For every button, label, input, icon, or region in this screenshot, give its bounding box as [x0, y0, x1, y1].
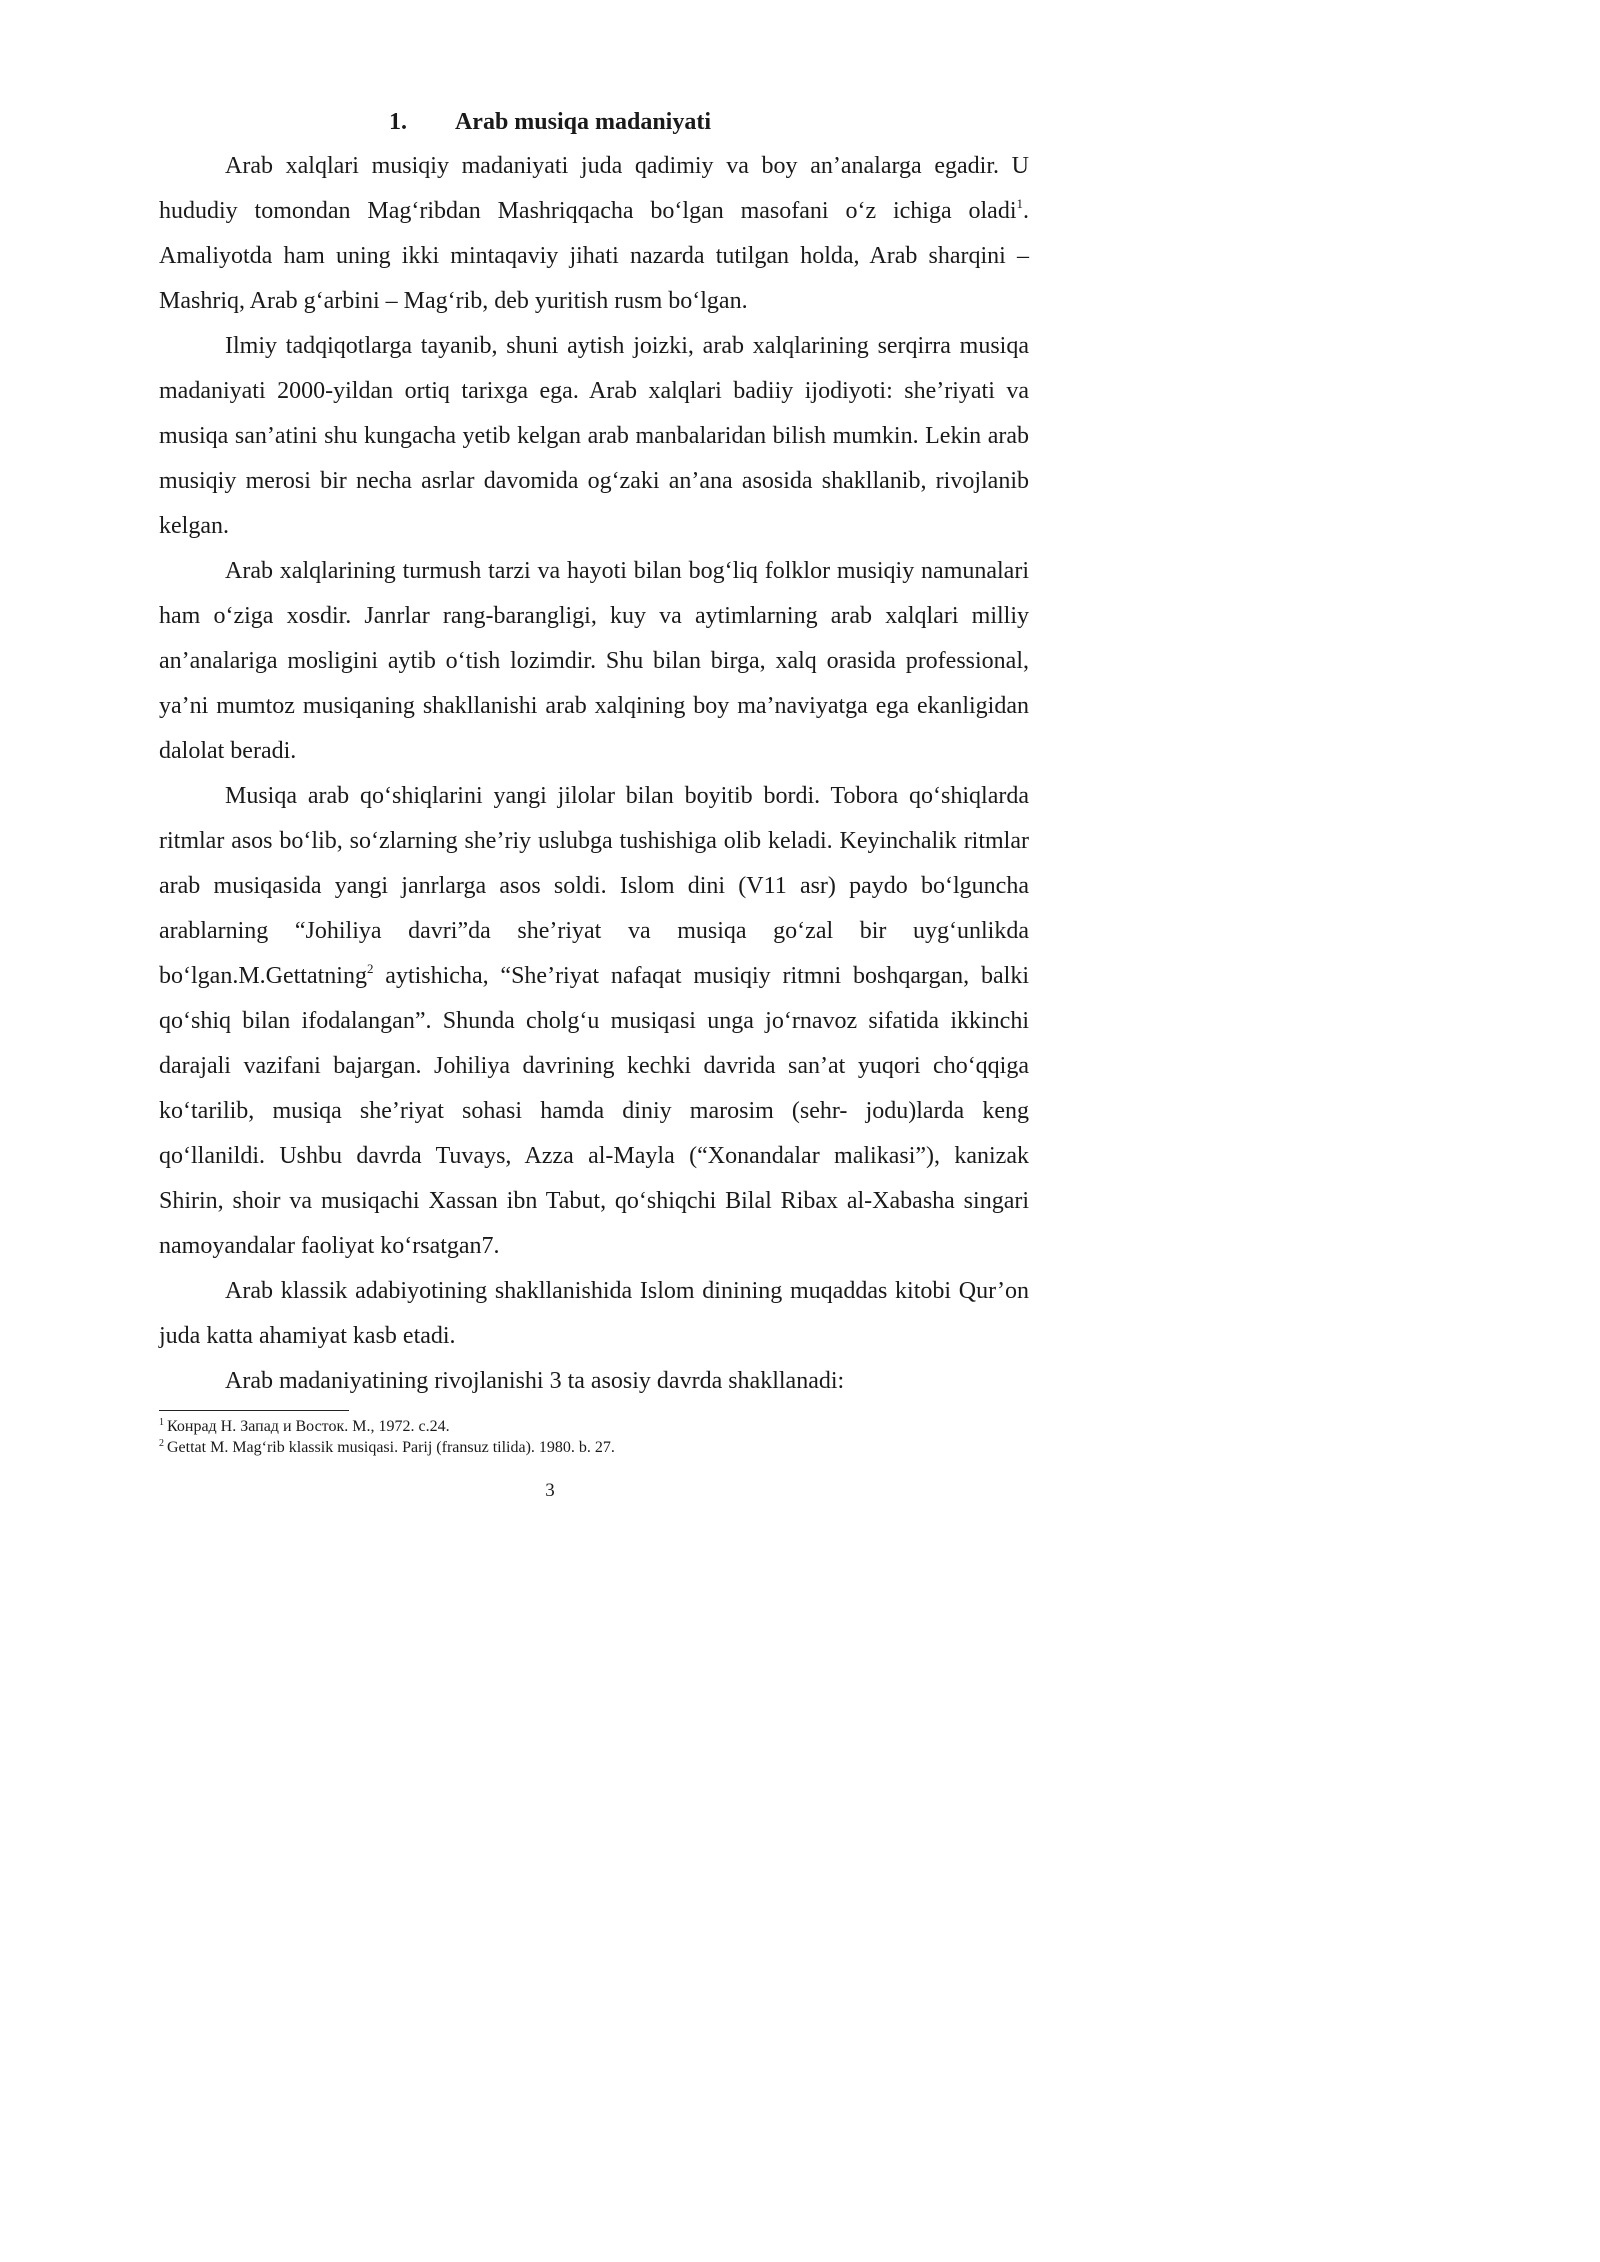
footnote-separator	[159, 1410, 349, 1411]
paragraph-text: Musiqa arab qo‘shiqlarini yangi jilolar bilan boyitib bordi. Tobora qo‘shiqlarda ritmlar asos bo‘lib, so‘zlarning she’riy uslubga tushishiga olib keladi. Keyinchalik ritmlar arab musiqasida yangi janrlarga asos soldi. Islom dini (V11 asr) paydo bo‘lguncha arablarning “Johiliya davri”da she’riyat va musiqa go‘zal bir uyg‘unlikda bo‘lgan.M.Gettatning	[159, 783, 1029, 989]
footnote	[159, 1416, 1029, 1437]
page-number: 3	[545, 1480, 555, 1501]
paragraph-text: Arab klassik adabiyotining shakllanishida Islom dinining muqaddas kitobi Qur’on juda katta ahamiyat kasb etadi.	[159, 1278, 1029, 1349]
footnote	[159, 1437, 1029, 1458]
paragraph	[159, 774, 1029, 1269]
paragraph	[159, 1269, 1029, 1359]
document-page	[0, 0, 1100, 1556]
paragraph-text: Arab xalqlari musiqiy madaniyati juda qadimiy va boy an’analarga egadir. U hududiy tomondan Mag‘ribdan Mashriqqacha bo‘lgan masofani o‘z ichiga oladi	[159, 153, 1029, 224]
footnotes	[159, 1416, 1029, 1458]
footnote-text: Gettat M. Mag‘rib klassik musiqasi. Parij (fransuz tilida). 1980. b. 27.	[167, 1439, 615, 1456]
footnote-marker: 1	[159, 1417, 164, 1428]
paragraph-text: . Amaliyotda ham uning ikki mintaqaviy jihati nazarda tutilgan holda, Arab sharqini – Mashriq, Arab g‘arbini – Mag‘rib, deb yuritish rusm bo‘lgan.	[159, 198, 1029, 314]
paragraph-text: Ilmiy tadqiqotlarga tayanib, shuni aytish joizki, arab xalqlarining serqirra musiqa madaniyati 2000-yildan ortiq tarixga ega. Arab xalqlari badiiy ijodiyoti: she’riyati va musiqa san’atini shu kungacha yetib kelgan arab manbalaridan bilish mumkin. Lekin arab musiqiy merosi bir necha asrlar davomida og‘zaki an’ana asosida shakllanib, rivojlanib kelgan.	[159, 333, 1029, 539]
paragraph	[159, 144, 1029, 324]
paragraph-text: Arab madaniyatining rivojlanishi 3 ta asosiy davrda shakllanadi:	[225, 1368, 845, 1394]
section-number: 1.	[388, 109, 407, 135]
paragraph	[159, 549, 1029, 774]
footnote-reference: 2	[366, 961, 374, 976]
body-text	[159, 144, 1029, 1404]
paragraph	[159, 324, 1029, 549]
paragraph-text: Arab xalqlarining turmush tarzi va hayoti bilan bog‘liq folklor musiqiy namunalari ham o‘ziga xosdir. Janrlar rang-barangligi, kuy va aytimlarning arab xalqlari milliy an’analariga mosligini aytib o‘tish lozimdir. Shu bilan birga, xalq orasida professional, ya’ni mumtoz musiqaning shakllanishi arab xalqining boy ma’naviyatga ega ekanligidan dalolat beradi.	[159, 558, 1029, 764]
footnote-reference: 1	[1016, 196, 1023, 211]
footnote-text: Конрад Н. Запад и Восток. М., 1972. с.24.	[167, 1418, 450, 1435]
section-heading	[0, 104, 1100, 140]
paragraph	[159, 1359, 1029, 1404]
paragraph-text: aytishicha, “She’riyat nafaqat musiqiy ritmni boshqargan, balki qo‘shiq bilan ifodalangan”. Shunda cholg‘u musiqasi unga jo‘rnavoz sifatida ikkinchi darajali vazifani bajargan. Johiliya davrining kechki davrida san’at yuqori cho‘qqiga ko‘tarilib, musiqa she’riyat sohasi hamda diniy marosim (sehr- jodu)larda keng qo‘llanildi. Ushbu davrda Tuvays, Azza al-Mayla (“Xonandalar malikasi”), kanizak Shirin, shoir va musiqachi Xassan ibn Tabut, qo‘shiqchi Bilal Ribax al-Xabasha singari namoyandalar faoliyat ko‘rsatgan7.	[159, 963, 1029, 1259]
section-title: Arab musiqa madaniyati	[454, 109, 712, 135]
footnote-marker: 2	[159, 1438, 164, 1449]
